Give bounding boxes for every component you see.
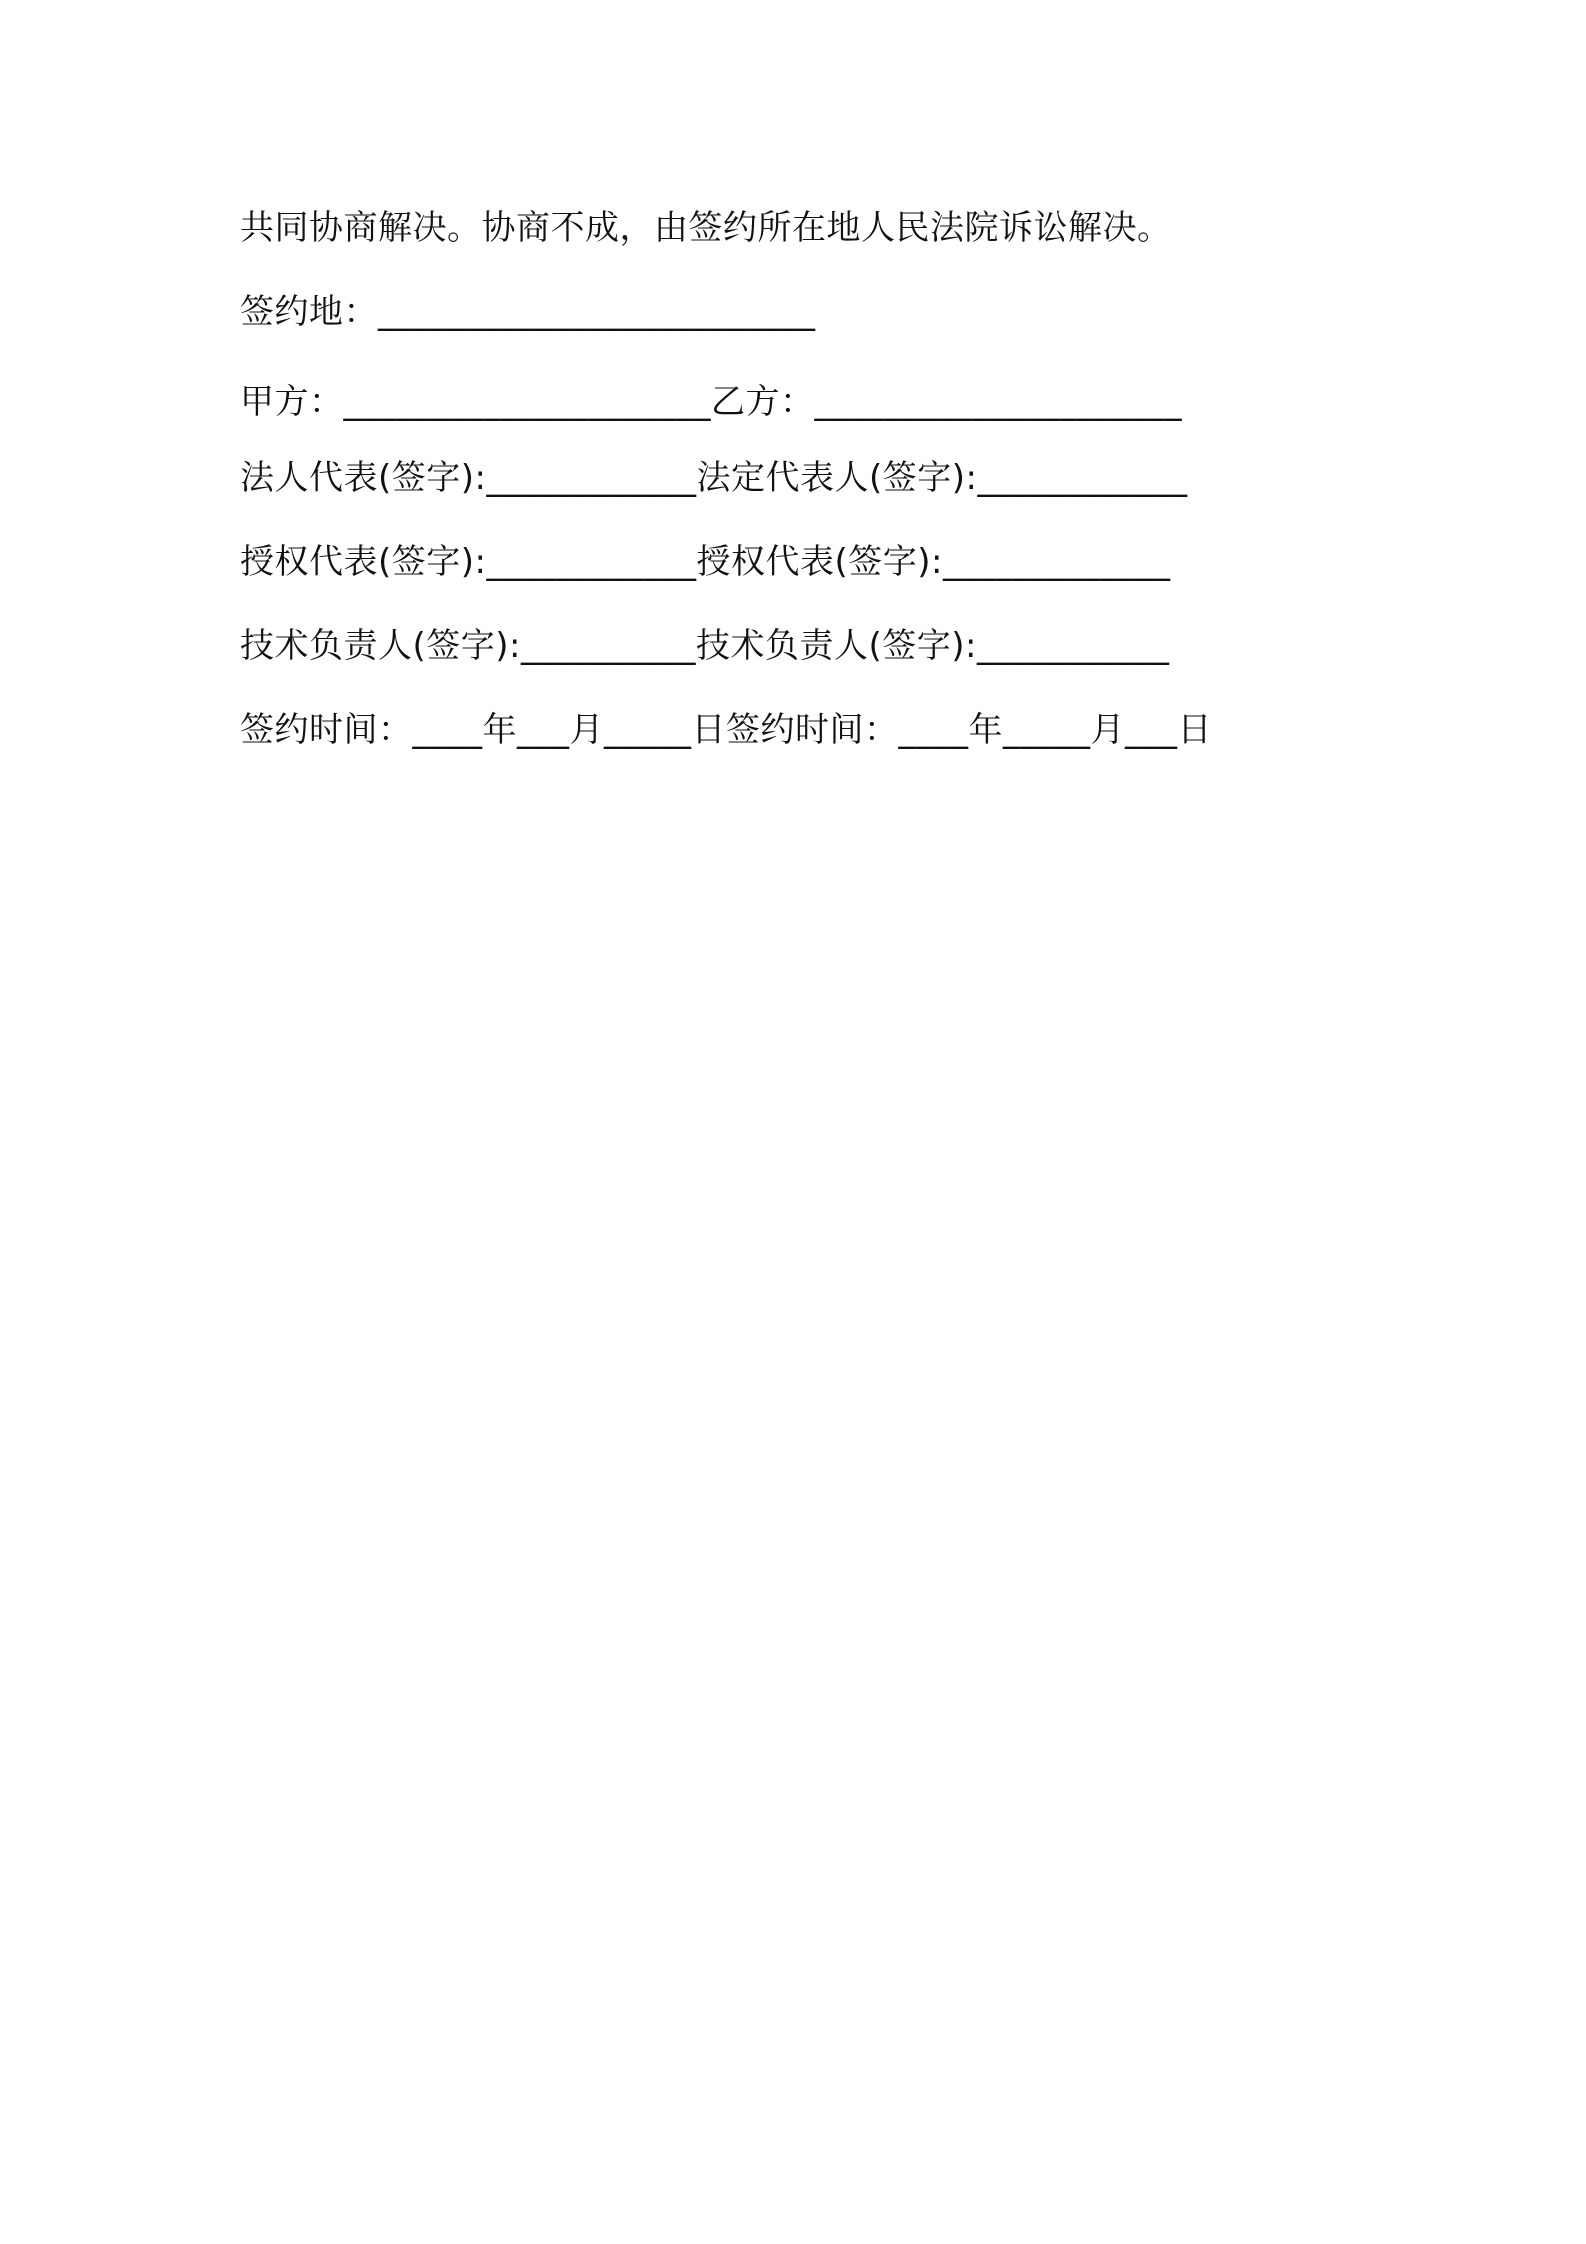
signing-date-field: 签约时间：____年___月_____日签约时间：____年_____月___日 [240,710,1212,750]
clause-text: 共同协商解决。协商不成，由签约所在地人民法院诉讼解决。 [240,208,1172,248]
party-names-field: 甲方：_____________________乙方：_____________________ [240,382,1182,422]
legal-representative-signature-field: 法人代表(签字):____________法定代表人(签字):____________ [240,458,1188,498]
technical-lead-signature-field: 技术负责人(签字):__________技术负责人(签字):___________ [240,626,1170,666]
authorized-representative-signature-field: 授权代表(签字):____________授权代表(签字):_____________ [240,542,1171,582]
signing-place-field: 签约地：_________________________ [240,292,816,332]
